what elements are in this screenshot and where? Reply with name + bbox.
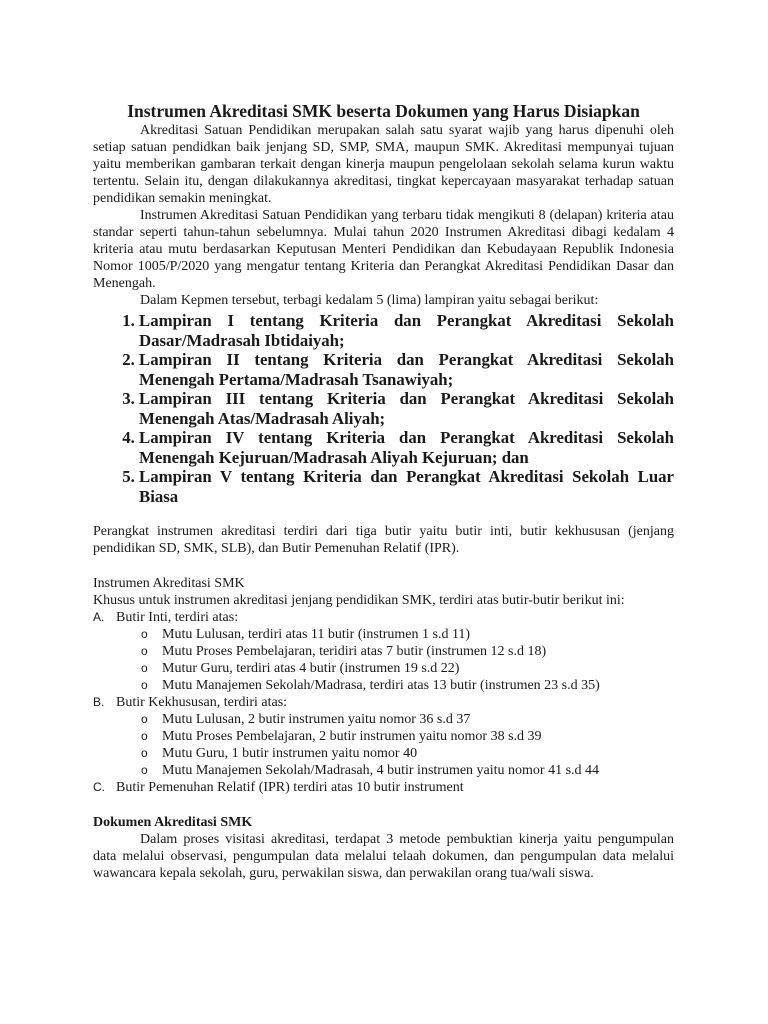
- circle-bullet-icon: o: [141, 729, 148, 743]
- circle-bullet-icon: o: [141, 644, 148, 658]
- group-text: Butir Kekhususan, terdiri atas:: [116, 695, 288, 710]
- butir-kekhususan-list: [93, 711, 674, 779]
- paragraph-akreditasi: Akreditasi Satuan Pendidikan merupakan salah satu syarat wajib yang harus dipenuhi oleh setiap satuan pendidkan baik jenjang SD, SMP, SMA, maupun SMK. Akreditasi mempunyai tujuan yaitu memberikan gambaran terkait dengan kinerja maupun pengelolaan sekolah selama kurun waktu tertentu. Selain itu, dengan dilakukannya akreditasi, tingkat kepercayaan masyarakat terhadap satuan pendidikan semakin meningkat.: [93, 123, 674, 206]
- circle-bullet-icon: o: [141, 661, 148, 675]
- spacer: [93, 557, 674, 575]
- list-item-text: Mutu Manajemen Sekolah/Madrasah, 4 butir instrumen yaitu nomor 41 s.d 44: [162, 763, 600, 778]
- circle-bullet-icon: o: [141, 746, 148, 760]
- section-dokumen-text: Dalam proses visitasi akreditasi, terdapat 3 metode pembuktian kinerja yaitu pengumpulan data melalui observasi, pengumpulan data melalui telaah dokumen, dan pengumpulan data melalui wawancara kepala sekolah, guru, perwakilan siswa, dan perwakilan orang tua/wali siswa.: [93, 832, 674, 881]
- butir-group: [93, 609, 674, 626]
- butir-group-list: [93, 609, 674, 626]
- butir-group: [93, 779, 674, 796]
- list-item-text: Mutu Manajemen Sekolah/Madrasa, terdiri atas 13 butir (instrumen 23 s.d 35): [162, 678, 600, 693]
- spacer: [93, 796, 674, 814]
- list-item-text: Mutu Lulusan, 2 butir instrumen yaitu nomor 36 s.d 37: [162, 712, 471, 727]
- butir-group-list: [93, 694, 674, 711]
- list-item-text: Mutu Proses Pembelajaran, teridiri atas 7 butir (instrumen 12 s.d 18): [162, 644, 547, 659]
- group-label: C.: [93, 780, 105, 794]
- list-item-text: Mutur Guru, terdiri atas 4 butir (instrumen 19 s.d 22): [162, 661, 460, 676]
- circle-bullet-icon: o: [141, 627, 148, 641]
- list-item: [93, 762, 674, 779]
- lampiran-item: 1. Lampiran I tentang Kriteria dan Perangkat Akreditasi Sekolah Dasar/Madrasah Ibtidaiyah;: [139, 311, 674, 350]
- paragraph-perangkat: Perangkat instrumen akreditasi terdiri dari tiga butir yaitu butir inti, butir kekhususan (jenjang pendidikan SD, SMK, SLB), dan Butir Pemenuhan Relatif (IPR).: [93, 524, 674, 556]
- list-item: [93, 711, 674, 728]
- butir-inti-list: [93, 626, 674, 694]
- group-label: B.: [93, 695, 105, 709]
- group-text: Butir Pemenuhan Relatif (IPR) terdiri atas 10 butir instrument: [116, 780, 464, 795]
- list-item: [93, 677, 674, 694]
- document-title: Instrumen Akreditasi SMK beserta Dokumen yang Harus Disiapkan: [127, 101, 640, 121]
- lampiran-item: 5. Lampiran V tentang Kriteria dan Perangkat Akreditasi Sekolah Luar Biasa: [139, 467, 674, 506]
- list-item-text: Mutu Guru, 1 butir instrumen yaitu nomor 40: [162, 746, 418, 761]
- circle-bullet-icon: o: [141, 678, 148, 692]
- paragraph-kepmen: Dalam Kepmen tersebut, terbagi kedalam 5 (lima) lampiran yaitu sebagai berikut:: [140, 293, 599, 308]
- list-item: [93, 643, 674, 660]
- circle-bullet-icon: o: [141, 712, 148, 726]
- group-label: A.: [93, 610, 105, 624]
- list-item: [93, 626, 674, 643]
- lampiran-list: [93, 311, 674, 506]
- list-item-text: Mutu Lulusan, terdiri atas 11 butir (instrumen 1 s.d 11): [162, 627, 471, 642]
- butir-group-list: [93, 779, 674, 796]
- lampiran-item: 3. Lampiran III tentang Kriteria dan Perangkat Akreditasi Sekolah Menengah Atas/Madrasah Aliyah;: [139, 389, 674, 428]
- spacer: [93, 506, 674, 523]
- section-instrumen-intro: Khusus untuk instrumen akreditasi jenjang pendidikan SMK, terdiri atas butir-butir berikut ini:: [93, 593, 625, 608]
- group-text: Butir Inti, terdiri atas:: [116, 610, 239, 625]
- list-item-text: Mutu Proses Pembelajaran, 2 butir instrumen yaitu nomor 38 s.d 39: [162, 729, 542, 744]
- butir-group: [93, 694, 674, 711]
- list-item: [93, 728, 674, 745]
- lampiran-item: 4. Lampiran IV tentang Kriteria dan Perangkat Akreditasi Sekolah Menengah Kejuruan/Madrasah Aliyah Kejuruan; dan: [139, 428, 674, 467]
- circle-bullet-icon: o: [141, 763, 148, 777]
- list-item: [93, 660, 674, 677]
- paragraph-instrumen-terbaru: Instrumen Akreditasi Satuan Pendidikan yang terbaru tidak mengikuti 8 (delapan) kriteria atau standar seperti tahun-tahun sebelumnya. Mulai tahun 2020 Instrumen Akreditasi dibagi kedalam 4 kriteria atau mutu berdasarkan Keputusan Menteri Pendidikan dan Kebudayaan Republik Indonesia Nomor 1005/P/2020 yang mengatur tentang Kriteria dan Perangkat Akreditasi Pendidikan Dasar dan Menengah.: [93, 208, 674, 291]
- lampiran-item: 2. Lampiran II tentang Kriteria dan Perangkat Akreditasi Sekolah Menengah Pertama/Madrasah Tsanawiyah;: [139, 350, 674, 389]
- section-dokumen-heading: Dokumen Akreditasi SMK: [93, 815, 253, 830]
- list-item: [93, 745, 674, 762]
- section-instrumen-heading: Instrumen Akreditasi SMK: [93, 576, 245, 591]
